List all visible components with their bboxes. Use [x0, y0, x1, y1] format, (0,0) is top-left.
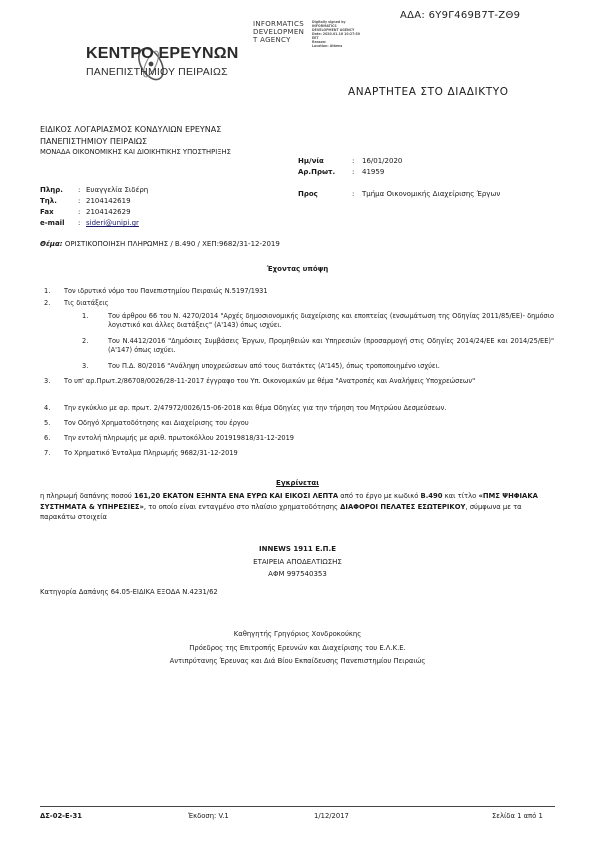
email-label: e-mail — [40, 219, 65, 227]
approval-text: από το έργο με κωδικό — [338, 492, 421, 500]
approval-heading: Εγκρίνεται — [276, 479, 319, 487]
approval-text: και τίτλο — [442, 492, 479, 500]
logo-subtitle: ΠΑΝΕΠΙΣΤΗΜΙΟΥ ΠΕΙΡΑΙΩΣ — [86, 66, 228, 78]
stamp-line: Date: 2020.01.16 10:27:50 — [312, 32, 360, 36]
signatory-block — [0, 628, 595, 669]
page-footer — [0, 808, 595, 822]
list-item: Τον ιδρυτικό νόμο του Πανεπιστημίου Πειραιώς Ν.5197/1931 — [64, 287, 268, 295]
approval-amount: 161,20 ΕΚΑΤΟΝ ΕΞΗΝΤΑ ΕΝΑ ΕΥΡΩ ΚΑΙ ΕΙΚΟΣΙ ΛΕΠΤΑ — [133, 492, 339, 500]
logo-title: ΚΕΝΤΡΟ ΕΡΕΥΝΩΝ — [86, 45, 239, 62]
sublist-number: 1. — [82, 312, 89, 320]
supplier-description: ΕΤΑΙΡΕΙΑ ΑΠΟΔΕΛΤΙΩΣΗΣ — [253, 557, 342, 566]
phone-label: Τηλ. — [40, 197, 57, 205]
considering-heading: Έχοντας υπόψη — [266, 265, 329, 273]
subject-text: ΟΡΙΣΤΙΚΟΠΟΙΗΣΗ ΠΛΗΡΩΜΗΣ / Β.490 / ΧΕΠ:9682/31-12-2019 — [64, 240, 280, 248]
recipient-value: Τμήμα Οικονομικής Διαχείρισης Έργων — [362, 190, 501, 198]
publication-heading: ΑΝΑΡΤΗΤΕΑ ΣΤΟ ΔΙΑΔΙΚΤΥΟ — [348, 86, 509, 98]
email-row: e-mail : sideri@unipi.gr — [40, 219, 139, 227]
date-value: 16/01/2020 — [362, 157, 403, 165]
protocol-row: Αρ.Πρωτ. : 41959 — [298, 168, 385, 176]
approval-text: , σύμφωνα με τα παρακάτω στοιχεία — [40, 502, 522, 521]
approval-paragraph — [40, 491, 555, 523]
list-item: Τις διατάξεις — [64, 299, 109, 307]
list-number: 2. — [44, 299, 51, 307]
signatory-role: Αντιπρύτανης Έρευνας και Διά Βίου Εκπαίδευσης Πανεπιστημίου Πειραιώς — [169, 657, 426, 665]
stamp-line: DEVELOPMENT AGENCY — [312, 28, 355, 32]
list-number: 6. — [44, 434, 51, 442]
stamp-line: Digitally signed by — [312, 20, 346, 24]
list-number: 7. — [44, 449, 51, 457]
signatory-role: Πρόεδρος της Επιτροπής Ερευνών και Διαχείρισης του Ε.Λ.Κ.Ε. — [189, 643, 406, 652]
date-row: Ημ/νία : 16/01/2020 — [298, 157, 403, 165]
phone-row: Τηλ. : 2104142619 — [40, 197, 131, 205]
contact-person-row: Πληρ. : Ευαγγελία Σιδέρη — [40, 186, 149, 194]
edition: Έκδοση: V.1 — [188, 812, 229, 820]
stamp-line: Reason: — [312, 40, 327, 44]
sublist-item: Του Ν.4412/2016 "Δημόσιες Συμβάσεις Έργων, Προμηθειών και Υπηρεσιών (προσαρμογή στις Οδηγίες 2014/24/ΕΕ και 2014/25/ΕΕ)" (Α'147) όπως ισχύει. — [108, 337, 554, 354]
email-link[interactable]: sideri@unipi.gr — [86, 219, 139, 227]
list-item: Τον Οδηγό Χρηματοδότησης και Διαχείρισης του έργου — [64, 419, 249, 427]
date-label: Ημ/νία — [298, 157, 324, 165]
form-code: ΔΣ-02-Ε-31 — [40, 812, 82, 820]
org-line: ΕΙΔΙΚΟΣ ΛΟΓΑΡΙΑΣΜΟΣ ΚΟΝΔΥΛΙΩΝ ΕΡΕΥΝΑΣ — [40, 125, 222, 134]
contact-person-value: Ευαγγελία Σιδέρη — [86, 186, 149, 194]
project-code: Β.490 — [420, 492, 443, 500]
supplier-block — [0, 543, 595, 581]
list-number: 4. — [44, 404, 51, 412]
signatory-name: Καθηγητής Γρηγόριος Χονδροκούκης — [233, 630, 362, 638]
sublist-number: 3. — [82, 362, 89, 370]
list-item: Το Χρηματικό Ένταλμα Πληρωμής 9682/31-12-2019 — [64, 449, 238, 457]
agency-line: T AGENCY — [253, 36, 291, 44]
signature-stamp-agency — [253, 20, 304, 44]
list-item: Την εντολή πληρωμής με αριθ. πρωτοκόλλου 201919818/31-12-2019 — [64, 434, 295, 442]
sublist-item: Του Π.Δ. 80/2016 "Ανάληψη υποχρεώσεων από τους διατάκτες (Α'145), όπως τροποποιημένο ισχύει. — [108, 362, 440, 370]
stamp-line: Location: Athens — [312, 44, 343, 48]
subject-label: Θέμα: — [40, 240, 63, 248]
page-number: Σελίδα 1 από 1 — [492, 812, 543, 820]
agency-line: INFORMATICS — [253, 20, 304, 28]
fax-label: Fax — [40, 208, 54, 216]
project-title: «ΠΜΣ ΨΗΦΙΑΚΑ ΣΥΣΤΗΜΑΤΑ & ΥΠΗΡΕΣΙΕΣ» — [40, 492, 538, 511]
sublist-number: 2. — [82, 337, 89, 345]
footer-divider — [40, 806, 555, 807]
agency-line: DEVELOPMEN — [253, 28, 305, 36]
protocol-value: 41959 — [362, 168, 385, 176]
list-number: 3. — [44, 377, 51, 385]
organization-block — [40, 124, 231, 159]
signature-stamp-details — [312, 20, 360, 48]
document-meta — [298, 156, 500, 200]
phone-value: 2104142619 — [86, 197, 131, 205]
list-item: Την εγκύκλιο με αρ. πρωτ. 2/47972/0026/15-06-2018 και θέμα Οδηγίες για την τήρηση του Μητρώου Δεσμεύσεων. — [64, 404, 447, 412]
recipient-label: Προς — [298, 190, 318, 198]
sublist-item: Του άρθρου 66 του Ν. 4270/2014 "Αρχές δημοσιονομικής διαχείρισης και εποπτείας (ενσωμάτωση της Οδηγίας 2011/85/ΕΕ)- δημόσιο λογιστικό και άλλες διατάξεις" (Α'143) όπως ισχύει. — [108, 312, 554, 329]
approval-text: η πληρωμή δαπάνης ποσού — [40, 492, 134, 500]
stamp-line: INFORMATICS — [312, 24, 337, 28]
supplier-tax-id: ΑΦΜ 997540353 — [268, 570, 327, 578]
org-line: ΠΑΝΕΠΙΣΤΗΜΙΟΥ ΠΕΙΡΑΙΩΣ — [40, 136, 148, 146]
fax-value: 2104142629 — [86, 208, 131, 216]
org-unit: ΜΟΝΑΔΑ ΟΙΚΟΝΟΜΙΚΗΣ ΚΑΙ ΔΙΟΙΚΗΤΙΚΗΣ ΥΠΟΣΤΗΡΙΞΗΣ — [40, 148, 231, 156]
list-item: Το υπ' αρ.Πρωτ.2/86708/0026/28-11-2017 έγγραφο του Υπ. Οικονομικών με θέμα "Ανατροπές και Αναλήψεις Υποχρεώσεων" — [64, 377, 476, 385]
stamp-line: EET — [312, 36, 319, 40]
footer-date: 1/12/2017 — [314, 812, 349, 820]
protocol-label: Αρ.Πρωτ. — [298, 168, 336, 176]
supplier-name: INNEWS 1911 Ε.Π.Ε — [259, 545, 336, 553]
subject-line — [40, 240, 280, 248]
approval-text: , το οποίο είναι ενταγμένο στο πλαίσιο χρηματοδότησης — [143, 502, 341, 511]
list-number: 1. — [44, 287, 51, 295]
recipient-row: Προς : Τμήμα Οικονομικής Διαχείρισης Έργων — [298, 190, 501, 198]
contact-person-label: Πληρ. — [40, 186, 63, 194]
funding-source: ΔΙΑΦΟΡΟΙ ΠΕΛΑΤΕΣ ΕΣΩΤΕΡΙΚΟΥ — [340, 502, 466, 511]
expense-category: Κατηγορία Δαπάνης 64.05-ΕΙΔΙΚΑ ΕΞΟΔΑ Ν.4231/62 — [40, 588, 218, 596]
fax-row: Fax : 2104142629 — [40, 208, 131, 216]
ada-code: ΑΔΑ: 6Υ9Γ469Β7Τ-ΖΘ9 — [400, 10, 521, 21]
contact-block — [40, 185, 148, 229]
list-number: 5. — [44, 419, 51, 427]
